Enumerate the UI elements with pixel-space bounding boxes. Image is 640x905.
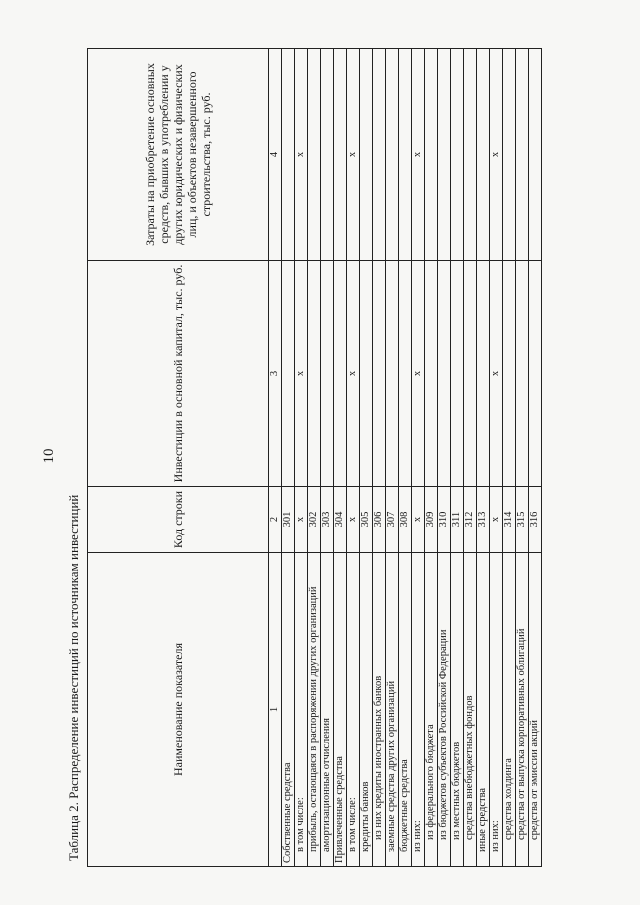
column-number: 4 [269, 49, 282, 261]
row-name-cell: средства от эмиссии акций [529, 553, 542, 867]
investment-value-cell [282, 261, 295, 487]
header-row-code: Код строки [88, 487, 269, 553]
header-indicator-name: Наименование показателя [88, 553, 269, 867]
investment-value-cell [360, 261, 373, 487]
row-code-cell: х [490, 487, 503, 553]
row-code-cell: 314 [503, 487, 516, 553]
investment-value-cell [529, 261, 542, 487]
table-row [451, 49, 464, 867]
acquisition-value-cell: х [347, 49, 360, 261]
row-code-cell: 307 [386, 487, 399, 553]
table-row [464, 49, 477, 867]
acquisition-value-cell [386, 49, 399, 261]
row-name-cell: бюджетные средства [399, 553, 412, 867]
acquisition-value-cell [360, 49, 373, 261]
row-name-cell: из них кредиты иностранных банков [373, 553, 386, 867]
investment-value-cell: х [295, 261, 308, 487]
investment-value-cell [373, 261, 386, 487]
table-row [308, 49, 321, 867]
table-row [477, 49, 490, 867]
row-code-cell: х [295, 487, 308, 553]
acquisition-value-cell [516, 49, 529, 261]
investment-value-cell [386, 261, 399, 487]
table-row [334, 49, 347, 867]
table-row [503, 49, 516, 867]
investment-value-cell: х [347, 261, 360, 487]
acquisition-value-cell [477, 49, 490, 261]
row-name-cell: Собственные средства [282, 553, 295, 867]
row-code-cell: 303 [321, 487, 334, 553]
row-name-cell: в том числе: [347, 553, 360, 867]
investment-value-cell [321, 261, 334, 487]
row-name-cell: из федерального бюджета [425, 553, 438, 867]
header-used-assets-acquisition: Затраты на приобретение основных средств, бывших в употреблении у других юридических и физических лиц, и объектов незавершенного строительства, тыс. руб. [88, 49, 269, 261]
row-code-cell: 316 [529, 487, 542, 553]
row-name-cell: из местных бюджетов [451, 553, 464, 867]
row-code-cell: 301 [282, 487, 295, 553]
investment-sources-table [87, 48, 542, 867]
table-row [386, 49, 399, 867]
row-code-cell: 308 [399, 487, 412, 553]
acquisition-value-cell [282, 49, 295, 261]
investment-value-cell: х [490, 261, 503, 487]
row-name-cell: из бюджетов субъектов Российской Федерации [438, 553, 451, 867]
table-row [282, 49, 295, 867]
row-code-cell: 302 [308, 487, 321, 553]
row-code-cell: 309 [425, 487, 438, 553]
investment-value-cell [425, 261, 438, 487]
rotated-sheet [65, 37, 605, 867]
row-name-cell: кредиты банков [360, 553, 373, 867]
row-name-cell: Привлеченные средства [334, 553, 347, 867]
table-row [399, 49, 412, 867]
row-name-cell: иные средства [477, 553, 490, 867]
table-row [295, 49, 308, 867]
investment-value-cell [334, 261, 347, 487]
acquisition-value-cell [334, 49, 347, 261]
row-name-cell: средства внебюджетных фондов [464, 553, 477, 867]
table-row [412, 49, 425, 867]
table-row [373, 49, 386, 867]
acquisition-value-cell [425, 49, 438, 261]
row-code-cell: 305 [360, 487, 373, 553]
acquisition-value-cell: х [295, 49, 308, 261]
row-name-cell: средства от выпуска корпоративных облигаций [516, 553, 529, 867]
column-number: 3 [269, 261, 282, 487]
row-code-cell: 312 [464, 487, 477, 553]
row-name-cell: из них: [412, 553, 425, 867]
row-code-cell: 310 [438, 487, 451, 553]
table-row [347, 49, 360, 867]
investment-value-cell [477, 261, 490, 487]
table-row [321, 49, 334, 867]
page-number: 10 [41, 448, 57, 464]
investment-value-cell [464, 261, 477, 487]
table-row [425, 49, 438, 867]
acquisition-value-cell [438, 49, 451, 261]
table-row [360, 49, 373, 867]
column-number-row [269, 49, 282, 867]
row-name-cell: средства холдинга [503, 553, 516, 867]
row-code-cell: х [412, 487, 425, 553]
investment-value-cell [451, 261, 464, 487]
row-code-cell: 311 [451, 487, 464, 553]
acquisition-value-cell [529, 49, 542, 261]
investment-value-cell [503, 261, 516, 487]
row-code-cell: х [347, 487, 360, 553]
row-code-cell: 304 [334, 487, 347, 553]
acquisition-value-cell [321, 49, 334, 261]
acquisition-value-cell [399, 49, 412, 261]
row-name-cell: прибыль, остающаяся в распоряжении других организаций [308, 553, 321, 867]
row-name-cell: заемные средства других организаций [386, 553, 399, 867]
acquisition-value-cell [503, 49, 516, 261]
row-code-cell: 315 [516, 487, 529, 553]
row-name-cell: из них: [490, 553, 503, 867]
header-fixed-capital-investment: Инвестиции в основной капитал, тыс. руб. [88, 261, 269, 487]
acquisition-value-cell: х [490, 49, 503, 261]
column-number: 1 [269, 553, 282, 867]
header-row [88, 49, 269, 867]
table-row [516, 49, 529, 867]
row-name-cell: амортизационные отчисления [321, 553, 334, 867]
investment-value-cell [516, 261, 529, 487]
investment-value-cell [308, 261, 321, 487]
table-row [438, 49, 451, 867]
acquisition-value-cell [451, 49, 464, 261]
investment-value-cell [399, 261, 412, 487]
acquisition-value-cell: х [412, 49, 425, 261]
column-number: 2 [269, 487, 282, 553]
acquisition-value-cell [308, 49, 321, 261]
table-row [529, 49, 542, 867]
investment-value-cell: х [412, 261, 425, 487]
row-name-cell: в том числе: [295, 553, 308, 867]
row-code-cell: 306 [373, 487, 386, 553]
table-caption: Таблица 2. Распределение инвестиций по источникам инвестиций [66, 494, 81, 861]
acquisition-value-cell [464, 49, 477, 261]
table-row [490, 49, 503, 867]
acquisition-value-cell [373, 49, 386, 261]
row-code-cell: 313 [477, 487, 490, 553]
investment-value-cell [438, 261, 451, 487]
